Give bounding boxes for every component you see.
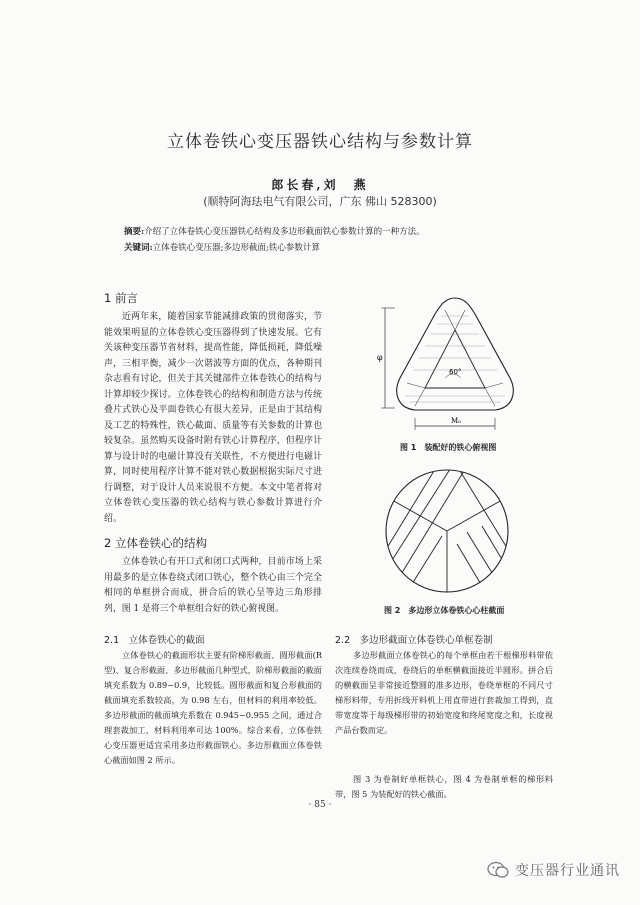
abstract <box>124 226 544 238</box>
figure-1-caption: 图 1 装配好的铁心俯视图 <box>400 443 497 452</box>
figure-2 <box>382 466 512 596</box>
watermark-text: 变压器行业通讯 <box>515 863 620 879</box>
keywords <box>124 242 544 254</box>
keywords-label: 关键词: <box>124 243 153 253</box>
figure-1 <box>345 288 535 438</box>
watermark <box>487 860 620 880</box>
section-2-2-body: 多边形截面立体卷铁心的每个单框由若干根梯形料带依次连续卷绕而成，卷绕后的单框横截面接近半圆形。拼合后的横截面呈非常接近整圆的准多边形，卷绕单框的不同尺寸梯形料带，专用折线开料机上用直带进行套裁加工得到，直带宽度等于每级梯形带的初始宽度和终尾宽度之和，长度视产品台数而定。 <box>335 650 553 735</box>
section-2-2-body-2: 图 3 为卷制好单框铁心，图 4 为卷制单框的梯形料带，图 5 为装配好的铁心截面。 <box>335 774 553 799</box>
figure-1-dim-bottom: M₀ <box>451 417 461 425</box>
keywords-text: 立体卷铁心变压器;多边形截面;铁心参数计算 <box>152 243 320 253</box>
section-2-1-body: 立体卷铁心的截面形状主要有阶梯形截面、圆形截面(R 型)、复合形截面、多边形截面几种型式，阶梯形截面的截面填充系数为 0.89~0.9，比较低。圆形截面和复合形截面的截面填充系数较高，为 0.98 左右，但材料的利用率较低。多边形截面的截面填充系数在 0.945~0.955 之间，通过合理套裁加工，材料利用率可达 100%。综合来看，立体卷铁心变压器更适宜采用多边形截面铁心。多边形截面立体卷铁心截面如图 2 所示。 <box>104 650 322 765</box>
abstract-text: 介绍了立体卷铁心变压器铁心结构及多边形截面铁心参数计算的一种方法。 <box>144 227 425 237</box>
section-2-1-heading: 2.1 立体卷铁心的截面 <box>104 635 205 646</box>
section-1-heading: 1 前言 <box>104 291 138 305</box>
section-2-body: 立体卷铁心有开口式和闭口式两种，目前市场上采用最多的是立体卷绕式闭口铁心，整个铁心由三个完全相同的单框拼合而成，拼合后的铁心呈等边三角形排列，图 1 是将三个单框组合好的铁心俯视图。 <box>104 557 322 614</box>
figure-2-drawing <box>382 466 512 596</box>
section-2-heading: 2 立体卷铁心的结构 <box>104 536 207 550</box>
abstract-label: 摘要: <box>124 227 145 237</box>
figure-1-drawing <box>345 288 535 438</box>
wechat-icon <box>487 861 509 879</box>
figure-2-caption: 图 2 多边形立体卷铁心心柱截面 <box>384 606 505 615</box>
page-number: · 85 · <box>308 800 332 810</box>
figure-1-angle: 60° <box>449 368 462 376</box>
section-1-body: 近两年来，随着国家节能减排政策的贯彻落实，节能效果明显的立体卷铁心变压器得到了快速发展。它有关该种变压器节省材料，提高性能，降低损耗，降低噪声，三相平衡，减少一次谐波等方面的优点，各种期刊杂志看有讨论，但关于其关键部件立体卷铁心的结构与计算却较少探讨。立体卷铁心的结构和制造方法与传统叠片式铁心及平面卷铁心有很大差异，正是由于其结构及工艺的特殊性，铁心截面、质量等有关参数的计算也较复杂。虽然购买设备时附有铁心计算程序，但程序计算与设计时的电磁计算没有关联性，不方便进行电磁计算，同时使用程序计算不能对铁心数据根据实际尺寸进行调整，对于设计人员来说很不方便。本文中笔者将对立体卷铁心变压器的铁心结构与铁心参数计算进行介绍。 <box>104 312 322 524</box>
authors: 郎长春,刘 燕 <box>271 178 369 192</box>
paper-title: 立体卷铁心变压器铁心结构与参数计算 <box>167 132 473 152</box>
section-2-2-heading: 2.2 多边形截面立体卷铁心单框卷制 <box>335 635 493 646</box>
figure-1-dim-left: φ <box>377 353 383 362</box>
affiliation: (顺特阿海珐电气有限公司，广东 佛山 528300) <box>203 195 437 208</box>
